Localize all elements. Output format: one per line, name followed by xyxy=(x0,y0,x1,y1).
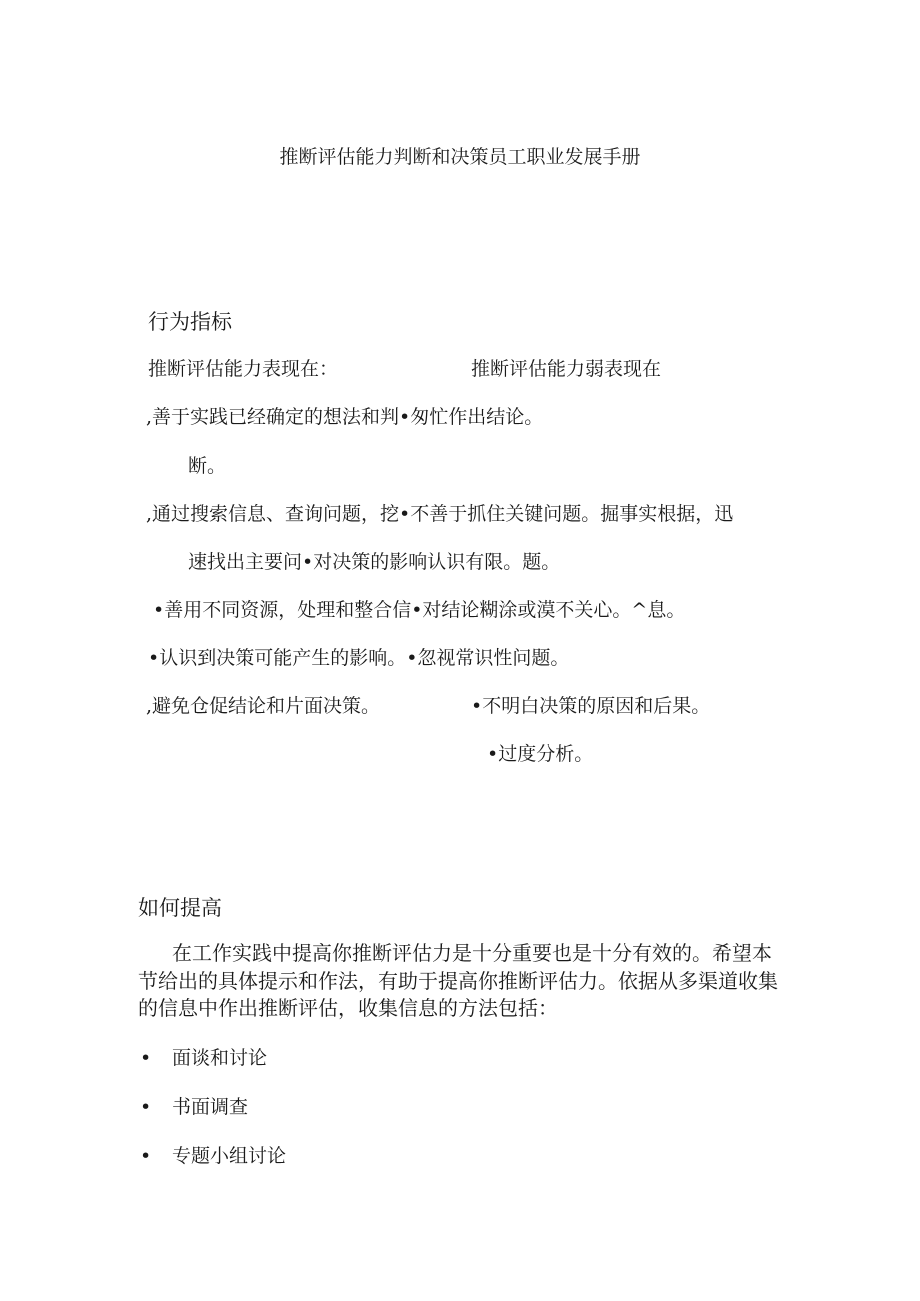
indicator-line: ,善于实践已经确定的想法和判•匆忙作出结论。 xyxy=(146,406,544,428)
document-title: 推断评估能力判断和决策员工职业发展手册 xyxy=(279,146,641,168)
strong-column-header: 推断评估能力表现在： xyxy=(148,358,339,380)
indicator-line: ,通过搜索信息、查询问题，挖•不善于抓住关键问题。掘事实根据，迅 xyxy=(146,503,734,525)
indicator-line: 速找出主要问•对决策的影响认识有限。题。 xyxy=(188,551,561,573)
weak-column-header: 推断评估能力弱表现在 xyxy=(471,358,662,380)
list-item: 专题小组讨论 xyxy=(172,1145,287,1167)
improve-heading: 如何提高 xyxy=(138,896,222,920)
bullet-icon: • xyxy=(140,1047,152,1069)
indicator-line: •不明白决策的原因和后果。 xyxy=(471,695,711,717)
behavior-heading: 行为指标 xyxy=(148,310,232,334)
improve-paragraph: 在工作实践中提高你推断评估力是十分重要也是十分有效的。希望本节给出的具体提示和作法，有助于提高你推断评估力。依据从多渠道收集的信息中作出推断评估，收集信息的方法包括： xyxy=(138,941,778,1020)
indicator-line: •过度分析。 xyxy=(487,743,594,765)
bullet-icon: • xyxy=(140,1145,152,1167)
list-item: 书面调查 xyxy=(172,1096,249,1118)
indicator-line: 断。 xyxy=(188,455,227,477)
indicator-line: •善用不同资源，处理和整合信•对结论糊涂或漠不关心。^息。 xyxy=(153,599,686,621)
list-item: 面谈和讨论 xyxy=(172,1047,268,1069)
indicator-line: ,避免仓促结论和片面决策。 xyxy=(146,695,381,717)
bullet-icon: • xyxy=(140,1096,152,1118)
indicator-line: •认识到决策可能产生的影响。•忽视常识性问题。 xyxy=(148,647,570,669)
